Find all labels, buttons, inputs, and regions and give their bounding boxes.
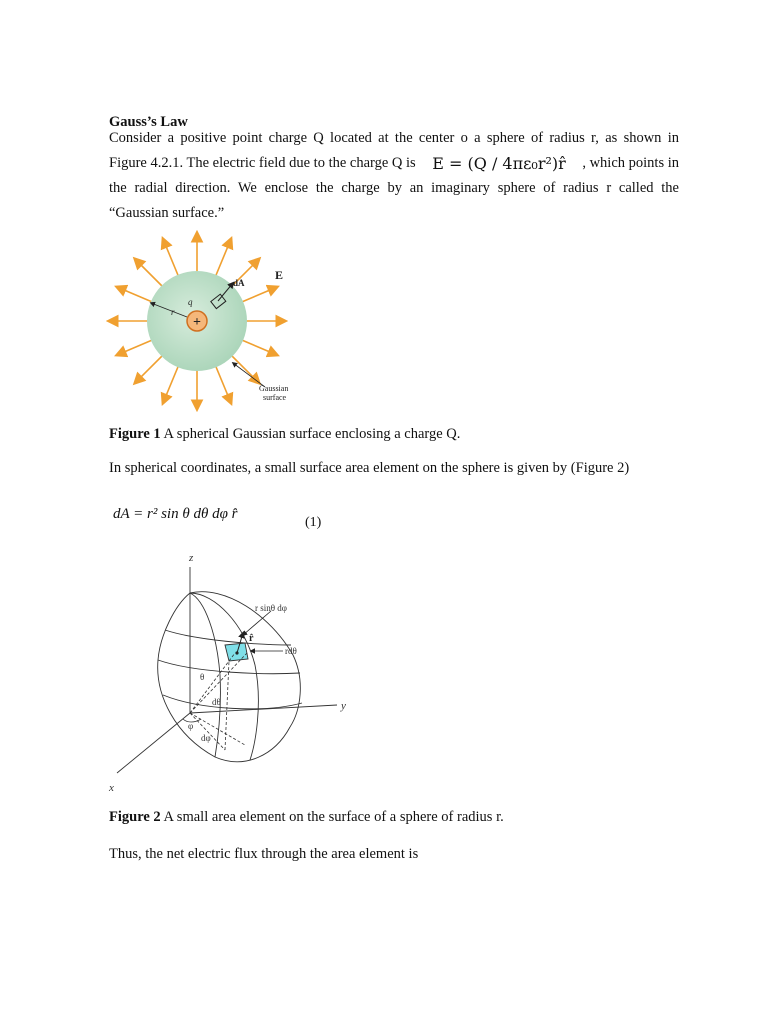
x-axis-label: x bbox=[109, 782, 114, 794]
intro-line-2-text: Figure 4.2.1. The electric field due to the charge Q is bbox=[109, 155, 416, 171]
figure-1-caption bbox=[109, 426, 460, 443]
figure-2-caption-label: Figure 2 bbox=[109, 809, 161, 825]
intro-line-3: the radial direction. We enclose the charge by an imaginary sphere of radius r called the bbox=[109, 180, 679, 196]
phi-label: φ bbox=[188, 721, 194, 731]
theta-label: θ bbox=[200, 672, 205, 682]
spherical-paragraph: In spherical coordinates, a small surface area element on the sphere is given by (Figure 2) bbox=[109, 460, 630, 476]
rsin-label: r sinθ dφ bbox=[255, 603, 288, 613]
y-axis-label: y bbox=[341, 700, 346, 712]
dphi-label: dφ bbox=[201, 733, 211, 743]
intro-line-4: “Gaussian surface.” bbox=[109, 205, 225, 221]
figure-1-gaussian-sphere bbox=[105, 225, 305, 415]
dtheta-label: dθ bbox=[212, 697, 221, 707]
E-label: E bbox=[275, 268, 284, 282]
gaussian-label: Gaussian bbox=[259, 384, 289, 393]
figure-1-caption-label: Figure 1 bbox=[109, 426, 161, 442]
intro-line-2 bbox=[109, 151, 679, 176]
intro-line-2-tail: , which points in bbox=[582, 155, 679, 171]
figure-1-caption-text: A spherical Gaussian surface enclosing a charge Q. bbox=[160, 426, 461, 442]
area-element-equation: dA = r² sin θ dθ dφ r̂ bbox=[113, 506, 238, 522]
plus-sign: + bbox=[193, 315, 201, 330]
figure-2-spherical-area-element bbox=[105, 545, 365, 795]
charge-label: q bbox=[188, 297, 193, 307]
dA-label: dA bbox=[233, 278, 245, 288]
section-heading: Gauss’s Law bbox=[109, 114, 188, 130]
rdtheta-label: rdθ bbox=[285, 646, 297, 656]
patch-center bbox=[235, 651, 238, 654]
z-axis-label: z bbox=[189, 552, 194, 564]
figure-2-caption-text: A small area element on the surface of a sphere of radius r. bbox=[160, 809, 504, 825]
axes bbox=[117, 567, 337, 773]
rsin-pointer bbox=[243, 611, 271, 635]
field-equation: E = (Q / 4πε₀r²)r̂ bbox=[432, 154, 566, 173]
r-hat-label: r̂ bbox=[249, 633, 254, 644]
surface-label: surface bbox=[263, 393, 287, 402]
intro-line-1: Consider a positive point charge Q located at the center o a sphere of radius r, as shown in bbox=[109, 130, 679, 146]
intro-paragraph bbox=[109, 126, 679, 226]
radius-label: r bbox=[171, 307, 175, 317]
equation-number: (1) bbox=[305, 515, 322, 530]
flux-paragraph: Thus, the net electric flux through the area element is bbox=[109, 846, 419, 862]
figure-2-caption bbox=[109, 809, 504, 826]
